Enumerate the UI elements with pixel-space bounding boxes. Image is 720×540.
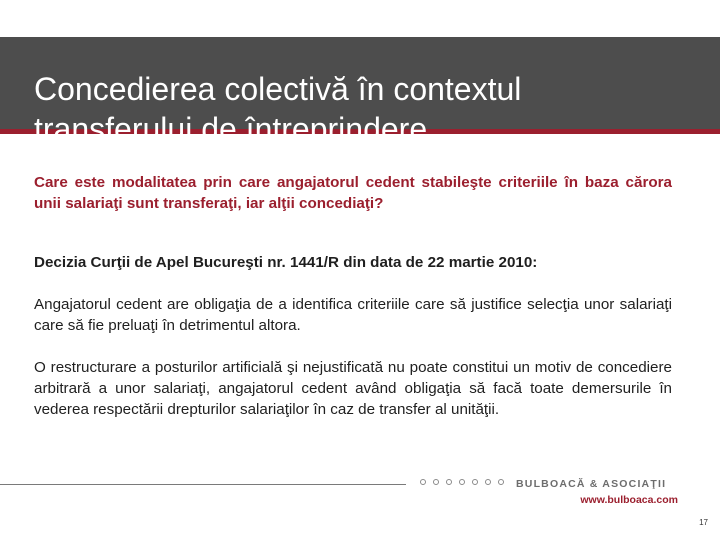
dot-icon xyxy=(446,479,452,485)
decision-heading: Decizia Curţii de Apel Bucureşti nr. 1441/R din data de 22 martie 2010: xyxy=(34,254,538,271)
website-link[interactable]: www.bulboaca.com xyxy=(580,494,678,506)
dot-icon xyxy=(485,479,491,485)
dot-icon xyxy=(498,479,504,485)
paragraph-one: Angajatorul cedent are obligaţia de a identifica criteriile care să justifice selecţia unor salariaţi care să fie preluaţi în detrimentul altora. xyxy=(34,296,672,334)
dot-icon xyxy=(459,479,465,485)
dot-icon xyxy=(433,479,439,485)
dot-icon xyxy=(472,479,478,485)
decorative-dots xyxy=(420,479,504,485)
dot-icon xyxy=(420,479,426,485)
firm-logo-text: BULBOACĂ & ASOCIAŢII xyxy=(516,478,667,490)
page-number: 17 xyxy=(699,518,708,527)
slide-content xyxy=(34,172,672,420)
footer-divider xyxy=(0,484,406,485)
question-text: Care este modalitatea prin care angajatorul cedent stabileşte criteriile în baza cărora unii salariaţi sunt transferaţi, iar alţii concediaţi? xyxy=(34,174,672,212)
paragraph-two: O restructurare a posturilor artificială şi nejustificată nu poate constitui un motiv de concediere arbitrară a unor salariaţi, angajatorul cedent având obligaţia să facă toate demersurile în vederea respectării drepturilor salariaţilor în caz de transfer al unităţii. xyxy=(34,359,672,418)
slide-title: Concedierea colectivă în contextul transferului de întreprindere xyxy=(34,71,522,148)
